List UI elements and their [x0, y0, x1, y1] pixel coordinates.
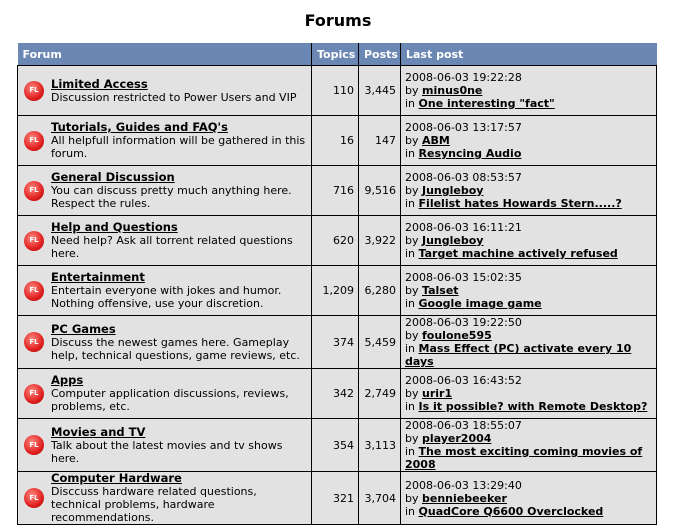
column-posts: Posts [359, 43, 401, 66]
forum-status-icon: FL [24, 384, 44, 404]
last-post-date: 2008-06-03 15:02:35 [405, 271, 522, 284]
last-post-user-link[interactable]: Jungleboy [422, 184, 484, 197]
forum-cell [18, 472, 312, 525]
forum-status-icon: FL [24, 488, 44, 508]
forums-table [17, 43, 657, 525]
by-label: by [405, 134, 419, 147]
forum-description: Disccuss hardware related questions, technical problems, hardware recommendations. [51, 485, 257, 524]
forum-status-icon: FL [24, 231, 44, 251]
page-title: Forums [304, 11, 372, 30]
topics-count: 321 [312, 472, 359, 525]
table-row [18, 66, 657, 116]
posts-count: 9,516 [359, 166, 401, 216]
forum-link[interactable]: Computer Hardware [51, 471, 182, 485]
table-row [18, 369, 657, 419]
last-post-thread-link[interactable]: Target machine actively refused [418, 247, 618, 260]
topics-count: 374 [312, 316, 359, 369]
forum-description: Discussion restricted to Power Users and VIP [51, 90, 297, 104]
table-row [18, 216, 657, 266]
in-label: in [405, 297, 416, 310]
last-post-user-link[interactable]: minus0ne [422, 84, 483, 97]
forum-link[interactable]: Tutorials, Guides and FAQ's [51, 120, 228, 134]
in-label: in [405, 504, 416, 518]
last-post-date: 2008-06-03 13:29:40 [405, 478, 522, 492]
forum-description: Talk about the latest movies and tv shows here. [51, 438, 283, 465]
in-label: in [405, 147, 416, 160]
forum-link[interactable]: Entertainment [51, 270, 145, 284]
forum-link[interactable]: Apps [51, 373, 84, 387]
by-label: by [405, 329, 419, 342]
column-forum: Forum [18, 43, 312, 66]
topics-count: 1,209 [312, 266, 359, 316]
topics-count: 342 [312, 369, 359, 419]
last-post-cell [401, 216, 657, 266]
forum-description: You can discuss pretty much anything here. Respect the rules. [51, 184, 292, 210]
last-post-user-link[interactable]: Talset [422, 284, 459, 297]
table-row [18, 316, 657, 369]
posts-count: 2,749 [359, 369, 401, 419]
last-post-cell [401, 316, 657, 369]
last-post-user-link[interactable]: ABM [422, 134, 450, 147]
forum-cell [18, 369, 312, 419]
last-post-cell [401, 166, 657, 216]
by-label: by [405, 491, 419, 505]
topics-count: 716 [312, 166, 359, 216]
last-post-cell [401, 472, 657, 525]
forum-link[interactable]: PC Games [51, 321, 116, 336]
posts-count: 147 [359, 116, 401, 166]
in-label: in [405, 445, 416, 458]
last-post-date: 2008-06-03 08:53:57 [405, 171, 522, 184]
table-row [18, 472, 657, 525]
last-post-user-link[interactable]: foulone595 [422, 329, 492, 342]
table-row [18, 116, 657, 166]
forum-cell [18, 419, 312, 472]
forum-cell [18, 216, 312, 266]
posts-count: 3,922 [359, 216, 401, 266]
by-label: by [405, 284, 419, 297]
topics-count: 354 [312, 419, 359, 472]
forum-description: Need help? Ask all torrent related questions here. [51, 234, 293, 260]
last-post-cell [401, 66, 657, 116]
forum-status-icon: FL [24, 435, 44, 455]
table-header [18, 43, 657, 66]
forum-cell [18, 166, 312, 216]
forum-status-icon: FL [24, 181, 44, 201]
forum-cell [18, 316, 312, 369]
posts-count: 6,280 [359, 266, 401, 316]
forum-status-icon: FL [24, 131, 44, 151]
forum-status-icon: FL [24, 281, 44, 301]
posts-count: 3,113 [359, 419, 401, 472]
forum-link[interactable]: General Discussion [51, 170, 175, 184]
column-last-post: Last post [401, 43, 657, 66]
forum-cell [18, 266, 312, 316]
by-label: by [405, 184, 419, 197]
by-label: by [405, 432, 419, 445]
table-row [18, 166, 657, 216]
forum-link[interactable]: Limited Access [51, 76, 148, 91]
by-label: by [405, 84, 419, 97]
last-post-thread-link[interactable]: QuadCore Q6600 Overclocked [418, 504, 604, 518]
forum-cell [18, 116, 312, 166]
in-label: in [405, 247, 416, 260]
last-post-cell [401, 369, 657, 419]
in-label: in [405, 197, 416, 210]
forum-cell [18, 66, 312, 116]
last-post-thread-link[interactable]: The most exciting coming movies of 2008 [405, 445, 643, 471]
last-post-thread-link[interactable]: Filelist hates Howards Stern.....? [418, 197, 622, 210]
last-post-date: 2008-06-03 13:17:57 [405, 121, 522, 134]
last-post-date: 2008-06-03 19:22:28 [405, 71, 522, 84]
forum-description: Discuss the newest games here. Gameplay help, technical questions, game reviews, etc. [51, 335, 300, 362]
posts-count: 3,704 [359, 472, 401, 525]
topics-count: 110 [312, 66, 359, 116]
topics-count: 16 [312, 116, 359, 166]
last-post-thread-link[interactable]: One interesting "fact" [418, 97, 555, 110]
in-label: in [405, 342, 416, 355]
last-post-user-link[interactable]: Jungleboy [422, 234, 484, 247]
last-post-user-link[interactable]: player2004 [422, 432, 492, 445]
last-post-date: 2008-06-03 16:11:21 [405, 221, 522, 234]
last-post-thread-link[interactable]: Mass Effect (PC) activate every 10 days [405, 342, 632, 368]
last-post-user-link[interactable]: urir1 [422, 387, 453, 400]
last-post-date: 2008-06-03 19:22:50 [405, 316, 522, 329]
last-post-thread-link[interactable]: Is it possible? with Remote Desktop? [418, 400, 648, 413]
posts-count: 3,445 [359, 66, 401, 116]
by-label: by [405, 234, 419, 247]
last-post-date: 2008-06-03 16:43:52 [405, 374, 522, 387]
last-post-cell [401, 116, 657, 166]
topics-count: 620 [312, 216, 359, 266]
posts-count: 5,459 [359, 316, 401, 369]
forum-description: Entertain everyone with jokes and humor. Nothing offensive, use your discretion. [51, 284, 282, 310]
forum-status-icon: FL [24, 332, 44, 352]
forum-link[interactable]: Movies and TV [51, 424, 146, 439]
last-post-thread-link[interactable]: Resyncing Audio [418, 147, 522, 160]
last-post-cell [401, 419, 657, 472]
column-topics: Topics [312, 43, 359, 66]
forum-status-icon: FL [24, 81, 44, 101]
last-post-user-link[interactable]: benniebeeker [422, 491, 507, 505]
forum-description: All helpfull information will be gathered in this forum. [51, 134, 306, 160]
in-label: in [405, 400, 416, 413]
table-row [18, 419, 657, 472]
forum-description: Computer application discussions, reviews, problems, etc. [51, 387, 289, 413]
in-label: in [405, 97, 416, 110]
last-post-cell [401, 266, 657, 316]
by-label: by [405, 387, 419, 400]
last-post-thread-link[interactable]: Google image game [418, 297, 542, 310]
last-post-date: 2008-06-03 18:55:07 [405, 419, 522, 432]
forum-link[interactable]: Help and Questions [51, 220, 178, 234]
table-row [18, 266, 657, 316]
